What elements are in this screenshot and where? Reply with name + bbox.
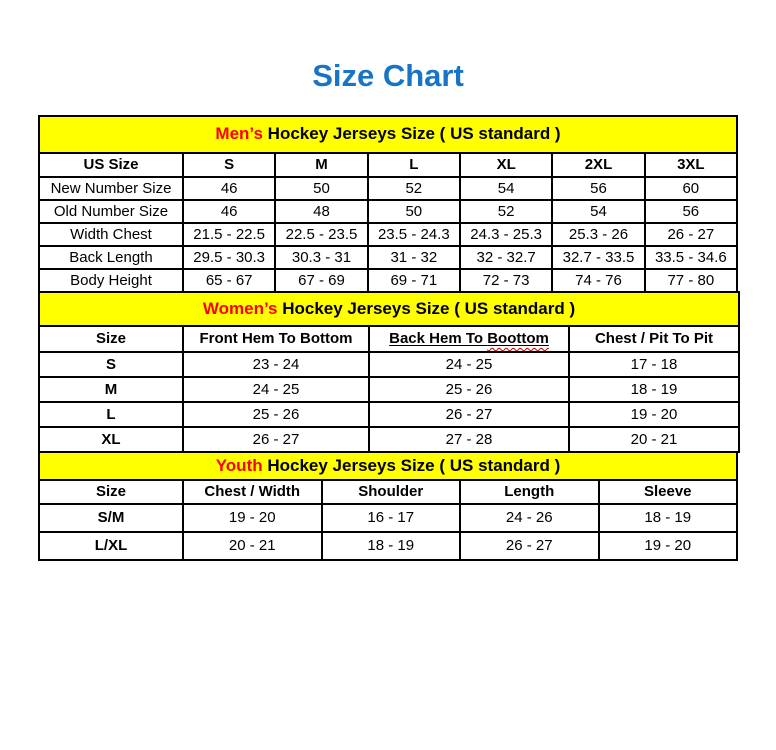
table-row (39, 200, 737, 223)
header-cell: 2XL (552, 153, 644, 177)
value-cell: 16 - 17 (322, 504, 461, 532)
value-cell: 60 (645, 177, 737, 200)
table-row (39, 177, 737, 200)
youth-banner-highlight: Youth (215, 455, 263, 475)
mens-banner-row (39, 116, 737, 153)
youth-banner-row (39, 452, 737, 480)
header-cell: Front Hem To Bottom (183, 326, 369, 352)
value-cell: 69 - 71 (368, 269, 460, 292)
youth-banner-text: Hockey Jerseys Size ( US standard ) (262, 455, 561, 475)
header-cell: L (368, 153, 460, 177)
value-cell: 31 - 32 (368, 246, 460, 269)
value-cell: 19 - 20 (599, 532, 738, 560)
value-cell: 33.5 - 34.6 (645, 246, 737, 269)
header-cell: 3XL (645, 153, 737, 177)
mens-size-table (38, 115, 738, 293)
row-label: S (39, 352, 183, 377)
table-row (39, 402, 739, 427)
header-cell (369, 326, 569, 352)
value-cell: 72 - 73 (460, 269, 552, 292)
womens-size-table (38, 291, 740, 453)
value-cell: 18 - 19 (322, 532, 461, 560)
header-cell: M (275, 153, 367, 177)
header-cell: Size (39, 326, 183, 352)
value-cell: 23 - 24 (183, 352, 369, 377)
value-cell: 18 - 19 (569, 377, 739, 402)
page-title: Size Chart (312, 58, 464, 93)
size-chart (38, 115, 738, 561)
value-cell: 26 - 27 (369, 402, 569, 427)
value-cell: 27 - 28 (369, 427, 569, 452)
value-cell: 25 - 26 (183, 402, 369, 427)
value-cell: 24 - 25 (183, 377, 369, 402)
value-cell: 30.3 - 31 (275, 246, 367, 269)
value-cell: 77 - 80 (645, 269, 737, 292)
womens-banner-text: Hockey Jerseys Size ( US standard ) (277, 298, 576, 318)
value-cell: 26 - 27 (183, 427, 369, 452)
youth-section-banner (39, 452, 737, 480)
value-cell: 26 - 27 (645, 223, 737, 246)
header-cell: Sleeve (599, 480, 738, 504)
row-label: M (39, 377, 183, 402)
value-cell: 26 - 27 (460, 532, 599, 560)
value-cell: 20 - 21 (569, 427, 739, 452)
value-cell: 18 - 19 (599, 504, 738, 532)
row-label: Width Chest (39, 223, 183, 246)
mens-header-row (39, 153, 737, 177)
value-cell: 48 (275, 200, 367, 223)
header-cell: US Size (39, 153, 183, 177)
womens-header-row (39, 326, 739, 352)
value-cell: 67 - 69 (275, 269, 367, 292)
value-cell: 23.5 - 24.3 (368, 223, 460, 246)
value-cell: 24 - 25 (369, 352, 569, 377)
header-cell: Chest / Pit To Pit (569, 326, 739, 352)
row-label: Back Length (39, 246, 183, 269)
table-row (39, 377, 739, 402)
value-cell: 54 (552, 200, 644, 223)
value-cell: 24 - 26 (460, 504, 599, 532)
header-cell: Length (460, 480, 599, 504)
value-cell: 74 - 76 (552, 269, 644, 292)
misspelled-word: Boottom (487, 330, 549, 348)
table-row (39, 427, 739, 452)
row-label: XL (39, 427, 183, 452)
value-cell: 50 (368, 200, 460, 223)
value-cell: 46 (183, 200, 275, 223)
value-cell: 50 (275, 177, 367, 200)
womens-banner-highlight: Women’s (202, 298, 278, 318)
value-cell: 56 (552, 177, 644, 200)
row-label: L/XL (39, 532, 183, 560)
value-cell: 54 (460, 177, 552, 200)
mens-banner-highlight: Men’s (215, 124, 263, 144)
table-row (39, 352, 739, 377)
value-cell: 21.5 - 22.5 (183, 223, 275, 246)
value-cell: 25.3 - 26 (552, 223, 644, 246)
value-cell: 46 (183, 177, 275, 200)
value-cell: 32 - 32.7 (460, 246, 552, 269)
underlined-header (389, 330, 549, 347)
value-cell: 29.5 - 30.3 (183, 246, 275, 269)
value-cell: 17 - 18 (569, 352, 739, 377)
value-cell: 19 - 20 (569, 402, 739, 427)
value-cell: 52 (368, 177, 460, 200)
header-cell: Shoulder (322, 480, 461, 504)
value-cell: 24.3 - 25.3 (460, 223, 552, 246)
value-cell: 22.5 - 23.5 (275, 223, 367, 246)
header-cell: Chest / Width (183, 480, 322, 504)
value-cell: 32.7 - 33.5 (552, 246, 644, 269)
row-label: Body Height (39, 269, 183, 292)
value-cell: 25 - 26 (369, 377, 569, 402)
row-label: S/M (39, 504, 183, 532)
header-cell: Size (39, 480, 183, 504)
womens-section-banner (39, 292, 739, 326)
mens-banner-text: Hockey Jerseys Size ( US standard ) (262, 124, 561, 144)
header-text: Back Hem To (389, 330, 488, 348)
header-cell: S (183, 153, 275, 177)
table-row (39, 504, 737, 532)
youth-size-table (38, 451, 738, 561)
value-cell: 52 (460, 200, 552, 223)
table-row (39, 246, 737, 269)
table-row (39, 532, 737, 560)
mens-section-banner (39, 116, 737, 153)
header-cell: XL (460, 153, 552, 177)
value-cell: 20 - 21 (183, 532, 322, 560)
table-row (39, 269, 737, 292)
table-row (39, 223, 737, 246)
value-cell: 65 - 67 (183, 269, 275, 292)
value-cell: 19 - 20 (183, 504, 322, 532)
value-cell: 56 (645, 200, 737, 223)
row-label: L (39, 402, 183, 427)
youth-header-row (39, 480, 737, 504)
womens-banner-row (39, 292, 739, 326)
row-label: Old Number Size (39, 200, 183, 223)
row-label: New Number Size (39, 177, 183, 200)
